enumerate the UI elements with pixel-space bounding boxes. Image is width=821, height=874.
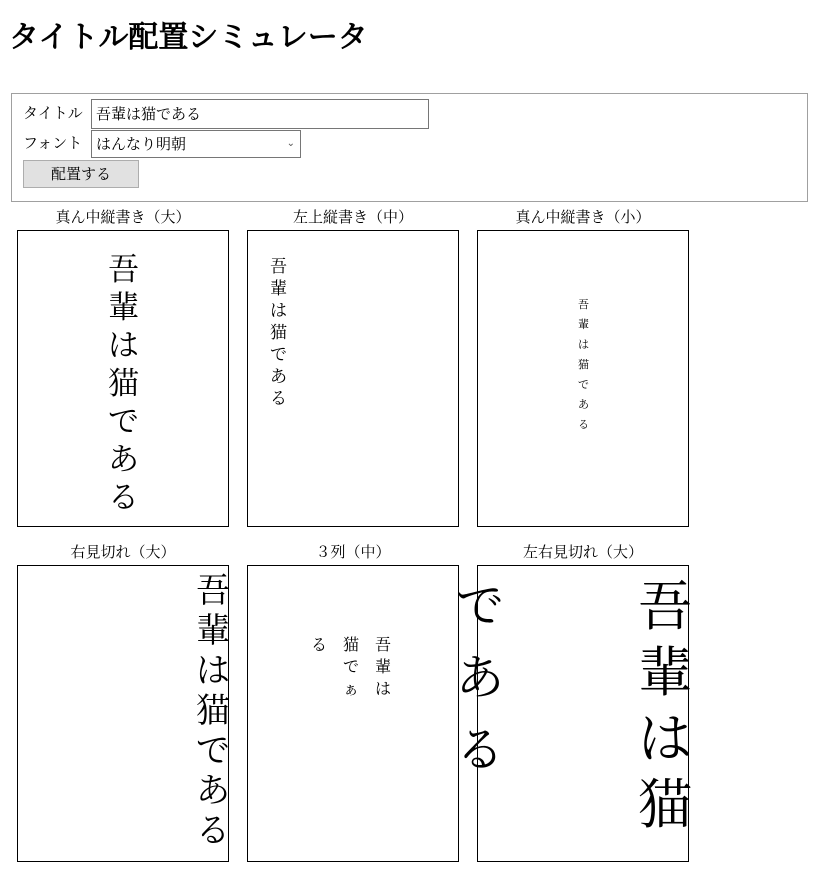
- card-top-left-medium: [247, 230, 459, 527]
- title-column: [456, 578, 505, 778]
- title-char: で: [196, 731, 230, 771]
- title-char: 猫: [270, 323, 287, 343]
- title-char: る: [311, 635, 328, 654]
- title-char: 猫: [343, 635, 360, 654]
- title-char: る: [270, 389, 287, 409]
- title-char: あ: [456, 650, 505, 706]
- title-char: は: [108, 328, 139, 364]
- font-label: フォント: [23, 134, 83, 152]
- settings-panel: [11, 93, 808, 202]
- title-char: は: [270, 301, 287, 321]
- card-center-small: [477, 230, 689, 527]
- title-column: [375, 637, 391, 697]
- card-label-top-left-medium: 左上縦書き（中）: [292, 208, 413, 226]
- title-char: 吾: [108, 252, 139, 288]
- title-char: は: [375, 679, 392, 698]
- title-char: る: [456, 722, 505, 778]
- title-char: 輩: [375, 657, 392, 676]
- title-char: 吾: [638, 575, 692, 638]
- title-char: 吾: [375, 635, 392, 654]
- title-char: 輩: [270, 279, 287, 299]
- title-char: は: [638, 707, 692, 770]
- title-char: あ: [270, 367, 287, 387]
- title-char: 輩: [578, 318, 589, 331]
- title-char: 輩: [196, 611, 230, 651]
- title-char: 輩: [638, 641, 692, 704]
- title-char: 猫: [638, 773, 692, 836]
- font-select[interactable]: [91, 130, 301, 158]
- title-column: [578, 299, 589, 430]
- title-char: で: [108, 404, 139, 440]
- card-three-columns-medium: [247, 565, 459, 862]
- title-input[interactable]: 吾輩は猫である: [91, 99, 429, 129]
- title-char: 輩: [108, 290, 139, 326]
- title-char: は: [196, 651, 230, 691]
- title-char: 吾: [196, 571, 230, 611]
- title-char: 猫: [196, 691, 230, 731]
- card-label-center-large: 真ん中縦書き（大）: [55, 208, 191, 226]
- title-char: で: [343, 657, 360, 676]
- card-label-three-columns-medium: ３列（中）: [315, 543, 391, 561]
- title-char: る: [578, 418, 589, 431]
- title-char: は: [578, 338, 589, 351]
- title-char: で: [270, 345, 287, 365]
- title-column: [311, 637, 327, 653]
- title-column: [343, 637, 359, 697]
- card-both-sides-cutoff-large: [456, 565, 692, 862]
- title-column: [638, 575, 692, 836]
- title-char: 吾: [270, 257, 287, 277]
- card-right-cutoff-large: [17, 565, 229, 862]
- card-center-large: [17, 230, 229, 527]
- chevron-down-icon: ⌄: [286, 138, 295, 149]
- title-column: [196, 571, 230, 851]
- title-char: ぁ: [343, 679, 360, 698]
- title-char: る: [196, 811, 230, 851]
- title-char: あ: [108, 442, 139, 478]
- title-char: 猫: [108, 366, 139, 402]
- title-column: [108, 252, 139, 516]
- title-char: 吾: [578, 298, 589, 311]
- title-column: [270, 259, 287, 408]
- title-char: あ: [578, 398, 589, 411]
- title-char: あ: [196, 771, 230, 811]
- font-select-value: はんなり明朝: [96, 135, 187, 153]
- page-title: タイトル配置シミュレータ: [9, 20, 368, 55]
- title-char: る: [108, 480, 139, 516]
- title-char: 猫: [578, 358, 589, 371]
- card-label-both-sides-cutoff-large: 左右見切れ（大）: [522, 543, 643, 561]
- place-button[interactable]: 配置する: [23, 160, 139, 188]
- title-char: で: [578, 378, 589, 391]
- title-label: タイトル: [23, 104, 83, 122]
- card-label-right-cutoff-large: 右見切れ（大）: [70, 543, 176, 561]
- card-label-center-small: 真ん中縦書き（小）: [515, 208, 651, 226]
- title-char: で: [456, 578, 505, 634]
